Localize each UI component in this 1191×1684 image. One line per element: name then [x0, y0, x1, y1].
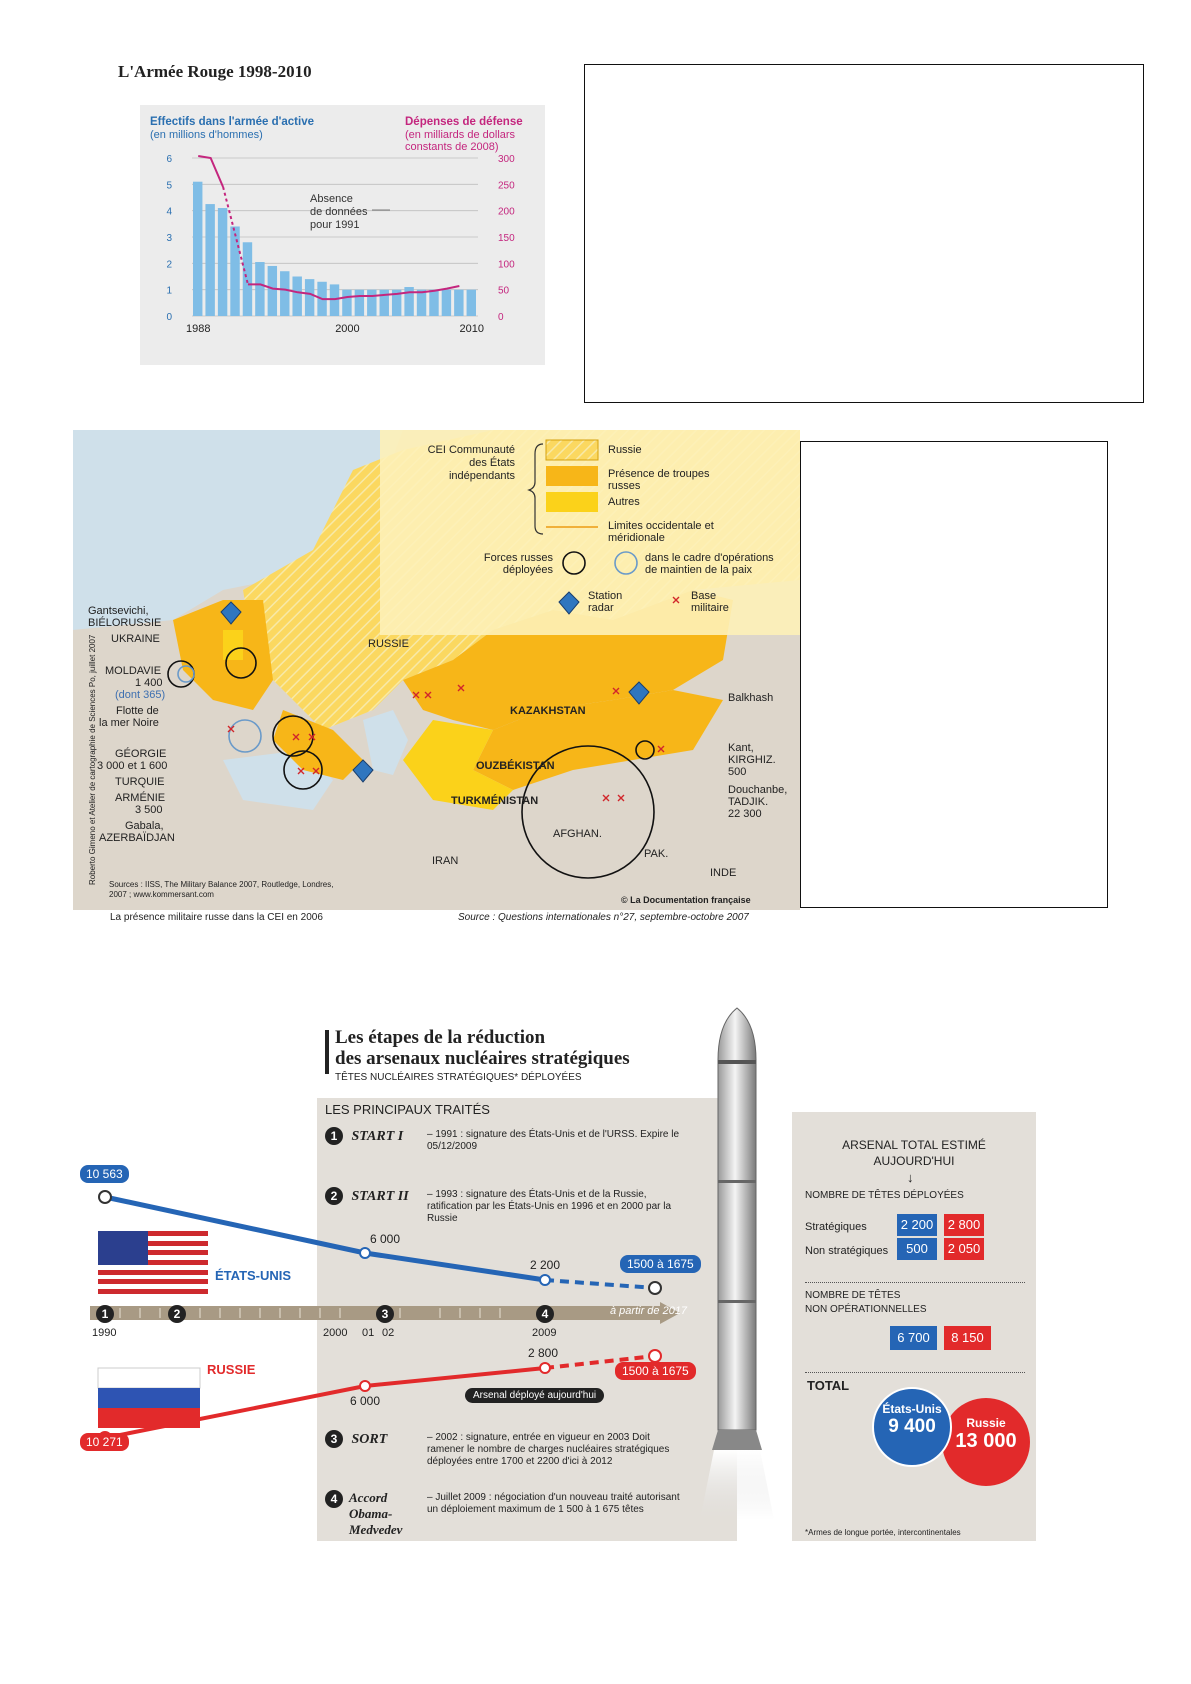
- label-balkhash: Balkhash: [728, 692, 774, 704]
- us-2009-value: 2 200: [530, 1258, 561, 1272]
- treaty-text: – 2002 : signature, entrée en vigueur en 2003 Doit ramener le nombre de charges nucléaires stratégiques déployées entre 1700 et 2200 d'ici à 2012: [427, 1432, 670, 1467]
- label-turquie: TURQUIE: [115, 776, 165, 788]
- bar: [355, 290, 364, 316]
- bar: [193, 182, 202, 316]
- footnote: *Armes de longue portée, intercontinentales: [805, 1528, 961, 1537]
- treaty-name: START II: [351, 1189, 409, 1204]
- label-moldavie-n: 1 400: [135, 677, 163, 689]
- left-tick-label: 5: [166, 180, 172, 192]
- right-tick-label: 300: [498, 154, 515, 165]
- chart-annotation: pour 1991: [310, 219, 360, 231]
- label-kazakhstan: KAZAKHSTAN: [510, 705, 586, 717]
- map-side-credit: Roberto Gimeno et Atelier de cartographie de Sciences Po, juillet 2007: [88, 634, 97, 885]
- reduction-lines: [80, 1000, 740, 1450]
- left-axis-unit: (en millions d'hommes): [150, 129, 263, 141]
- ru-label: RUSSIE: [207, 1362, 256, 1377]
- left-axis-label: Effectifs dans l'armée d'active: [150, 116, 314, 128]
- label-moldavie: MOLDAVIE: [105, 665, 162, 677]
- total-us-label: États-Unis: [882, 1402, 942, 1416]
- map-sources: Sources : IISS, The Military Balance 2007, Routledge, Londres, 2007 ; www.kommersant.com: [109, 880, 334, 899]
- x-tick-label: 1988: [185, 323, 211, 335]
- bar: [243, 242, 252, 316]
- label-armenie: ARMÉNIE: [115, 792, 166, 804]
- label-pak: PAK.: [644, 848, 669, 860]
- nuclear-subtitle: TÊTES NUCLÉAIRES STRATÉGIQUES* DÉPLOYÉES: [335, 1072, 582, 1083]
- legend-forces: Forces russes déployées: [483, 552, 553, 576]
- timeline-02: 02: [382, 1327, 395, 1339]
- map-source: Source : Questions internationales n°27, septembre-octobre 2007: [458, 912, 749, 923]
- arsenal-header-1: ARSENAL TOTAL ESTIMÉ: [842, 1138, 986, 1152]
- label-iran: IRAN: [432, 855, 459, 867]
- label-turkmenistan: TURKMÉNISTAN: [451, 795, 539, 807]
- total-us-circle: [872, 1387, 952, 1467]
- label-kirghiz: KIRGHIZ.: [728, 754, 776, 766]
- nonop-ru: 8 150: [944, 1326, 991, 1350]
- label-ukraine: UKRAINE: [111, 633, 160, 645]
- arsenal-header-2: AUJOURD'HUI: [873, 1154, 955, 1168]
- treaty-text: – 1991 : signature des États-Unis et de l'URSS. Expire le 05/12/2009: [427, 1129, 680, 1152]
- bar: [205, 204, 214, 316]
- left-tick-label: 3: [166, 233, 172, 244]
- us-target-value: 1500 à 1675: [620, 1255, 701, 1273]
- legend-radar: Station radar: [588, 590, 623, 614]
- treaties-header: LES PRINCIPAUX TRAITÉS: [325, 1102, 490, 1117]
- label-afghan: AFGHAN.: [553, 828, 602, 840]
- left-tick-label: 4: [166, 206, 172, 218]
- ru-2009-value: 2 800: [528, 1346, 559, 1360]
- map-drawing: [73, 430, 800, 910]
- chart-title: L'Armée Rouge 1998-2010: [118, 62, 312, 81]
- label-bielorussie: BIÉLORUSSIE: [88, 617, 162, 629]
- right-tick-label: 0: [498, 312, 504, 323]
- rocket-image: [692, 1000, 782, 1520]
- cis-map: [73, 430, 800, 910]
- label-armenie-n: 3 500: [135, 804, 163, 816]
- label-flotte: Flotte de: [116, 705, 159, 717]
- treaty-name: START I: [351, 1129, 404, 1144]
- nuclear-infographic: [80, 1000, 1040, 1550]
- bar: [429, 290, 438, 316]
- bar: [467, 290, 476, 316]
- timeline-marker-1: 1: [96, 1305, 114, 1323]
- timeline-marker-2: 2: [168, 1305, 186, 1323]
- right-axis-unit-2: constants de 2008): [405, 141, 499, 153]
- treaty-text: – 1993 : signature des États-Unis et de la Russie, ratification par les États-Unis en 1996 et en 2000 par la Russie: [427, 1189, 672, 1224]
- bar: [268, 266, 277, 316]
- bar: [280, 271, 289, 316]
- us-label: ÉTATS-UNIS: [215, 1268, 292, 1283]
- ru-target-value: 1500 à 1675: [615, 1362, 696, 1380]
- arrow-down-icon: ↓: [907, 1170, 914, 1185]
- treaty-number: 3: [325, 1430, 343, 1448]
- treaty-number: 1: [325, 1127, 343, 1145]
- row-nonstrategic-label: Non stratégiques: [805, 1245, 889, 1257]
- answer-box-2[interactable]: [800, 441, 1108, 908]
- chart-annotation: de données: [310, 206, 368, 218]
- legend-russie: Russie: [608, 444, 642, 456]
- bar: [255, 262, 264, 316]
- legend-presence: Présence de troupes russes: [608, 468, 710, 492]
- timeline-marker-3: 3: [376, 1305, 394, 1323]
- label-douchanbe-n: 22 300: [728, 808, 762, 820]
- x-tick-label: 2010: [459, 323, 485, 335]
- label-moldavie-dont: (dont 365): [115, 689, 166, 701]
- russia-flag: [98, 1368, 200, 1428]
- row-nonstrategic-us: 500: [897, 1238, 937, 1260]
- timeline-marker-4: 4: [536, 1305, 554, 1323]
- label-azerbaidjan: AZERBAÏDJAN: [99, 832, 175, 844]
- us-flag: [98, 1231, 208, 1294]
- treaty-name: SORT: [351, 1432, 388, 1447]
- bar: [305, 279, 314, 316]
- total-label: TOTAL: [807, 1378, 850, 1393]
- right-tick-label: 100: [498, 259, 515, 271]
- bar: [454, 290, 463, 316]
- arsenal-note: Arsenal déployé aujourd'hui: [465, 1388, 604, 1403]
- bar: [218, 208, 227, 316]
- map-credit: © La Documentation française: [621, 895, 751, 905]
- timeline-1990: 1990: [92, 1327, 117, 1339]
- label-georgie: GÉORGIE: [115, 748, 167, 760]
- nuclear-title-2: des arsenaux nucléaires stratégiques: [335, 1048, 630, 1069]
- label-ouzbekistan: OUZBÉKISTAN: [476, 760, 555, 772]
- ru-2002-value: 6 000: [350, 1394, 381, 1408]
- treaty-4: [325, 1490, 725, 1537]
- x-tick-label: 2000: [335, 323, 360, 335]
- label-tadjik: TADJIK.: [728, 796, 769, 808]
- legend-peace: dans le cadre d'opérations de maintien de la paix: [645, 552, 774, 576]
- label-gantsevichi: Gantsevichi,: [88, 605, 149, 617]
- right-axis-unit-1: (en milliards de dollars: [405, 129, 516, 141]
- treaty-number: 2: [325, 1187, 343, 1205]
- treaty-name: Accord Obama-Medvedev: [349, 1490, 403, 1537]
- bar: [442, 290, 451, 316]
- bar: [230, 226, 239, 316]
- row-strategic-ru: 2 800: [944, 1214, 984, 1236]
- label-russie: RUSSIE: [368, 638, 409, 650]
- bar: [342, 290, 351, 316]
- left-tick-label: 6: [166, 154, 172, 165]
- total-us-value: 9 400: [888, 1416, 936, 1437]
- total-russia-value: 13 000: [955, 1430, 1017, 1452]
- answer-box-1[interactable]: [584, 64, 1144, 403]
- ru-start-value: 10 271: [80, 1433, 129, 1451]
- label-kant: Kant,: [728, 742, 754, 754]
- right-tick-label: 50: [498, 285, 510, 297]
- label-mer-noire: la mer Noire: [99, 717, 159, 729]
- total-russia-label: Russie: [966, 1416, 1006, 1430]
- us-2002-value: 6 000: [370, 1232, 401, 1246]
- timeline-2000: 2000: [323, 1327, 348, 1339]
- nuclear-title-1: Les étapes de la réduction: [335, 1027, 546, 1048]
- legend-autres: Autres: [608, 496, 640, 508]
- left-tick-label: 0: [166, 312, 172, 323]
- spending-line: [248, 284, 459, 299]
- timeline-2017: à partir de 2017: [610, 1305, 688, 1317]
- row-nonstrategic-ru: 2 050: [944, 1238, 984, 1260]
- bar: [380, 290, 389, 316]
- chart-annotation: Absence: [310, 193, 353, 205]
- label-douchanbe: Douchanbe,: [728, 784, 788, 796]
- deployed-header: NOMBRE DE TÊTES DÉPLOYÉES: [805, 1190, 964, 1201]
- nonop-header-2: NON OPÉRATIONNELLES: [805, 1304, 927, 1315]
- timeline-2009: 2009: [532, 1327, 557, 1339]
- right-tick-label: 250: [498, 180, 515, 192]
- row-strategic-us: 2 200: [897, 1214, 937, 1236]
- total-russia-circle: [942, 1398, 1030, 1486]
- bar: [417, 290, 426, 316]
- legend-base: Base militaire: [691, 590, 729, 614]
- treaty-text: – Juillet 2009 : négociation d'un nouveau traité autorisant un déploiement maximum de 1 500 à 1 675 têtes: [427, 1492, 680, 1515]
- right-tick-label: 150: [498, 233, 515, 244]
- label-inde: INDE: [710, 867, 737, 879]
- bar: [367, 290, 376, 316]
- label-kant-n: 500: [728, 766, 747, 778]
- treaty-number: 4: [325, 1490, 343, 1508]
- map-caption: La présence militaire russe dans la CEI en 2006: [110, 912, 323, 923]
- bar: [330, 284, 339, 316]
- row-strategic-label: Stratégiques: [805, 1221, 867, 1233]
- right-axis-label: Dépenses de défense: [405, 116, 523, 128]
- left-tick-label: 2: [166, 259, 172, 271]
- right-tick-label: 200: [498, 206, 515, 218]
- legend-limites: Limites occidentale et méridionale: [608, 520, 714, 544]
- legend-cei: CEI Communauté des États indépendants: [427, 444, 515, 482]
- label-georgie-n: 3 000 et 1 600: [97, 760, 168, 772]
- army-chart-plot: [140, 150, 545, 370]
- timeline-01: 01: [362, 1327, 375, 1339]
- nonop-header-1: NOMBRE DE TÊTES: [805, 1290, 901, 1301]
- label-gabala: Gabala,: [125, 820, 164, 832]
- nonop-us: 6 700: [890, 1326, 937, 1350]
- left-tick-label: 1: [166, 285, 172, 297]
- us-start-value: 10 563: [80, 1165, 129, 1183]
- bar: [292, 277, 301, 317]
